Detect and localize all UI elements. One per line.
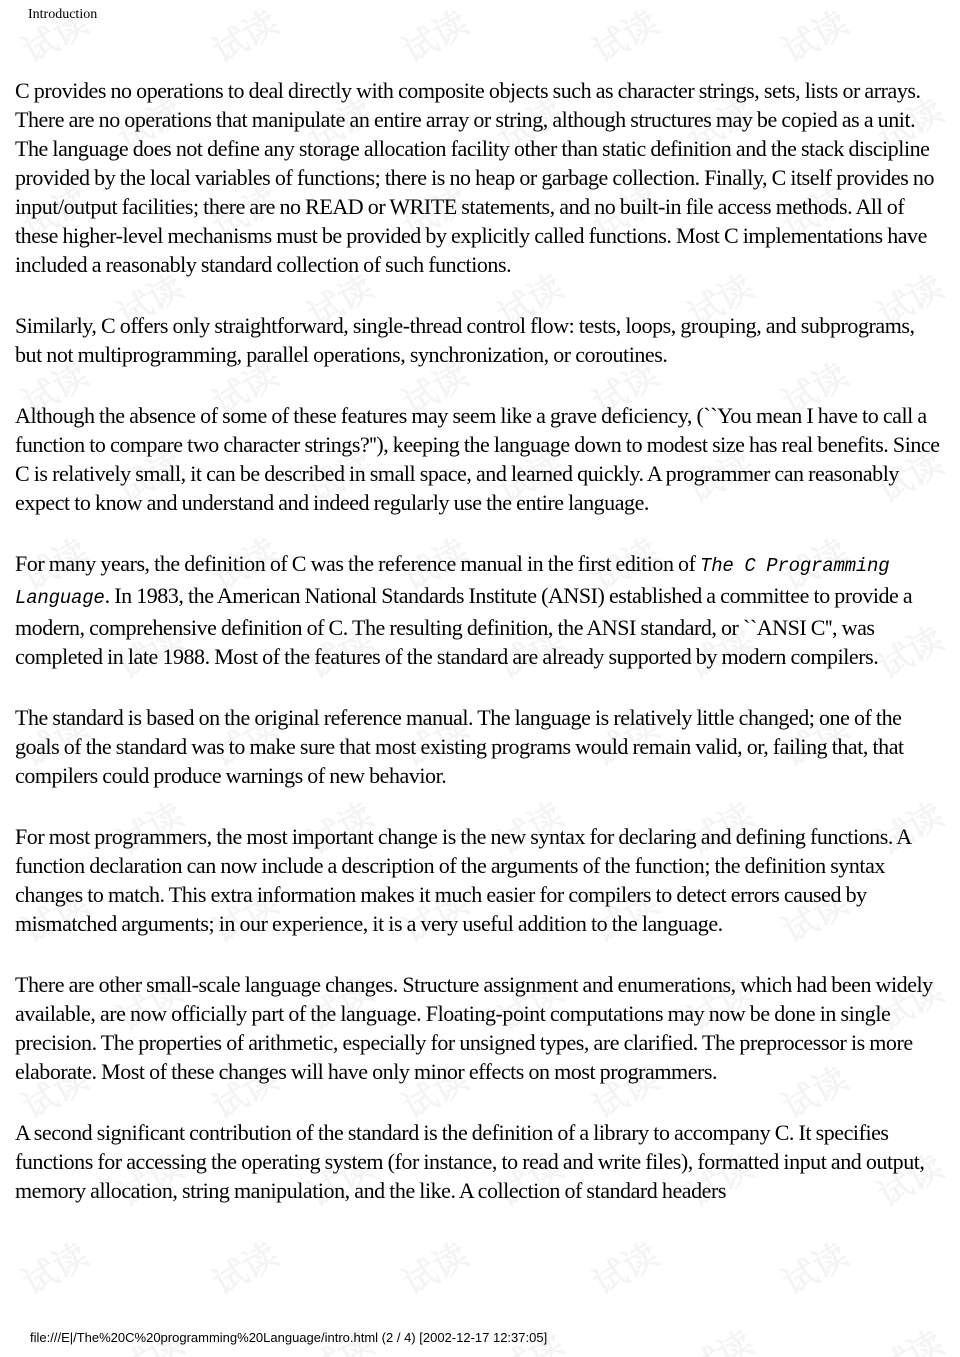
page-footer-url: file:///E|/The%20C%20programming%20Language/intro.html (2 / 4) [2002-12-17 12:37:05] xyxy=(30,1330,548,1345)
paragraph-standard-basis: The standard is based on the original reference manual. The language is relatively little changed; one of the goals of the standard was to make sure that most existing programs would remain valid, or, failing that, that compilers could produce warnings of new behavior. xyxy=(15,705,904,788)
watermark-mark xyxy=(392,0,475,73)
paragraph-ansi-history xyxy=(15,549,945,671)
watermark-mark xyxy=(772,1228,855,1304)
watermark-mark xyxy=(12,1228,95,1304)
watermark-mark xyxy=(202,0,285,73)
paragraph-function-syntax: For most programmers, the most important change is the new syntax for declaring and defining functions. A function declaration can now include a description of the arguments of the function; the definition syntax changes to match. This extra information makes it much easier for compilers to detect errors caused by mismatched arguments; in our experience, it is a very useful addition to the language. xyxy=(15,824,911,936)
watermark-mark xyxy=(582,1228,665,1304)
paragraph-absence-of-features: Although the absence of some of these features may seem like a grave deficiency, (``You mean I have to call a function to compare two character strings?''), keeping the language down to modest size has real benefits. Since C is relatively small, it can be described in small space, and learned quickly. A programmer can reasonably expect to know and understand and indeed regularly use the entire language. xyxy=(15,403,940,515)
watermark-mark xyxy=(772,0,855,73)
watermark-mark xyxy=(392,1228,475,1304)
paragraph-composite-objects: C provides no operations to deal directly with composite objects such as character strings, sets, lists or arrays. There are no operations that manipulate an entire array or string, although structures may be copied as a unit. The language does not define any storage allocation facility other than static definition and the stack discipline provided by the local variables of functions; there is no heap or garbage collection. Finally, C itself provides no input/output facilities; there are no READ or WRITE statements, and no built-in file access methods. All of these higher-level mechanisms must be provided by explicitly called functions. Most C implementations have included a reasonably standard collection of such functions. xyxy=(15,78,935,277)
paragraph-ansi-text-before: For many years, the definition of C was the reference manual in the first edition of xyxy=(15,551,701,576)
watermark-mark xyxy=(677,1316,760,1357)
watermark-mark xyxy=(202,1228,285,1304)
page-header: Introduction xyxy=(28,7,98,22)
book-title: The C Programming Language xyxy=(15,555,890,609)
document-body xyxy=(15,76,945,1237)
paragraph-control-flow: Similarly, C offers only straightforward, single-thread control flow: tests, loops, grouping, and subprograms, but not multiprogramming, parallel operations, synchronization, or coroutines. xyxy=(15,313,915,367)
watermark-mark xyxy=(867,1316,950,1357)
paragraph-standard-library: A second significant contribution of the standard is the definition of a library to accompany C. It specifies functions for accessing the operating system (for instance, to read and write files), formatted input and output, memory allocation, string manipulation, and the like. A collection of standard headers xyxy=(15,1120,925,1203)
watermark-mark xyxy=(582,0,665,73)
paragraph-ansi-text-after: . In 1983, the American National Standards Institute (ANSI) established a committee to provide a modern, comprehensive definition of C. The resulting definition, the ANSI standard, or ``ANSI C'', was completed in late 1988. Most of the features of the standard are already supported by modern compilers. xyxy=(15,583,913,669)
paragraph-small-scale-changes: There are other small-scale language changes. Structure assignment and enumerations, which had been widely available, are now officially part of the language. Floating-point computations may now be done in single precision. The properties of arithmetic, especially for unsigned types, are clarified. The preprocessor is more elaborate. Most of these changes will have only minor effects on most programmers. xyxy=(15,972,933,1084)
